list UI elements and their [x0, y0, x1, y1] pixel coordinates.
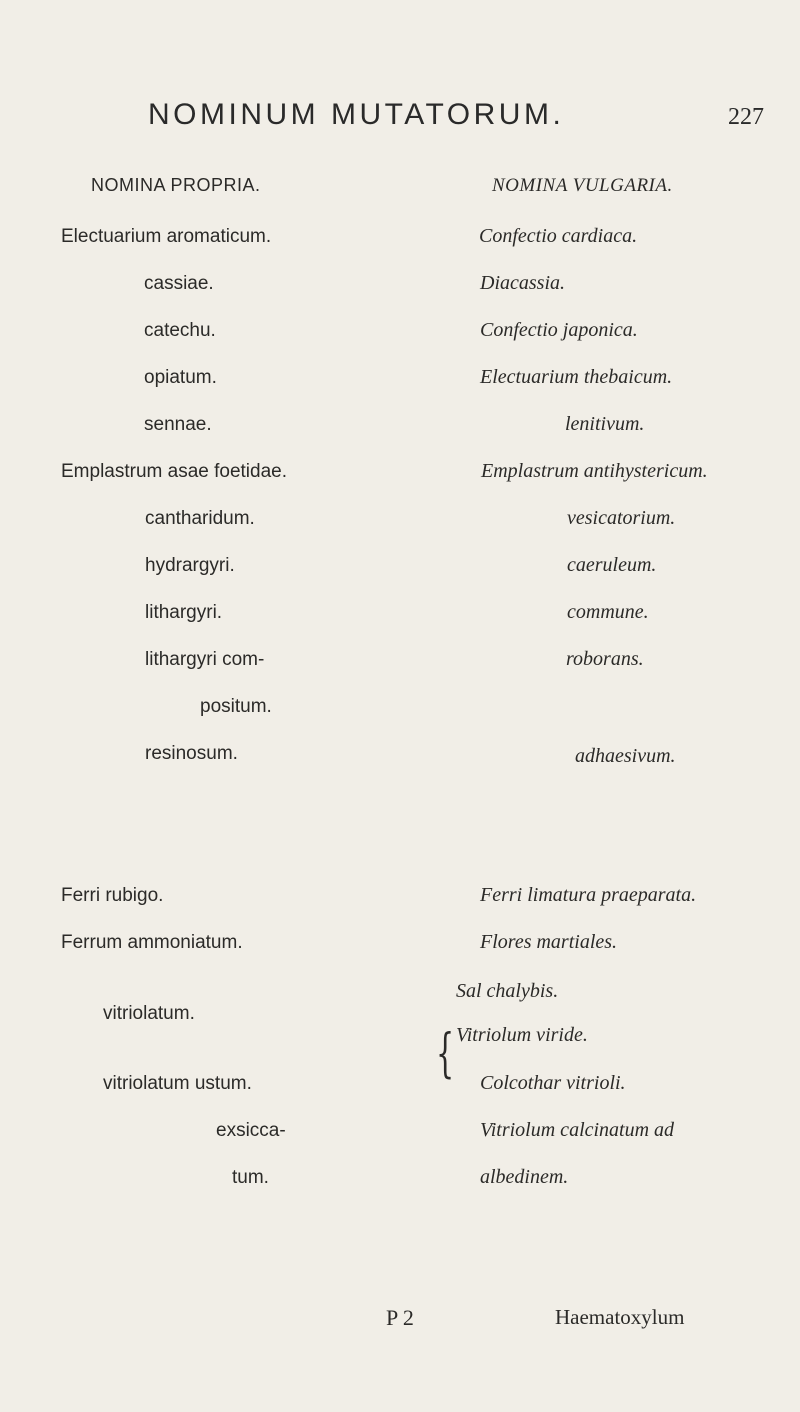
entry-left-10: positum.	[200, 696, 272, 717]
entry-left-2: catechu.	[144, 320, 216, 341]
entry-right-14: Sal chalybis.	[456, 980, 559, 1002]
column-header-right: NOMINA VULGARIA.	[492, 175, 673, 196]
entry-right-3: Electuarium thebaicum.	[480, 366, 673, 388]
entry-right-16: Colcothar vitrioli.	[480, 1072, 626, 1094]
entry-right-9: roborans.	[566, 648, 644, 670]
entry-right-4: lenitivum.	[565, 413, 645, 435]
running-title: NOMINUM MUTATORUM.	[148, 98, 565, 131]
entry-left-0: Electuarium aromaticum.	[61, 226, 272, 247]
entry-left-3: opiatum.	[144, 367, 217, 388]
entry-right-1: Diacassia.	[480, 272, 565, 294]
entry-left-9: lithargyri com-	[145, 649, 265, 670]
entry-left-18: tum.	[232, 1167, 269, 1188]
brace-mark: {	[436, 1024, 455, 1084]
entry-left-5: Emplastrum asae foetidae.	[61, 461, 288, 482]
entry-right-7: caeruleum.	[567, 554, 657, 576]
entry-right-5: Emplastrum antihystericum.	[481, 460, 708, 482]
entry-right-0: Confectio cardiaca.	[479, 225, 638, 247]
entry-left-7: hydrargyri.	[145, 555, 235, 576]
entry-left-1: cassiae.	[144, 273, 214, 294]
entry-right-15: Vitriolum viride.	[456, 1024, 588, 1046]
catchword: Haematoxylum	[555, 1305, 685, 1329]
entry-left-16: vitriolatum ustum.	[103, 1073, 252, 1094]
entry-left-8: lithargyri.	[145, 602, 223, 623]
entry-left-11: resinosum.	[145, 743, 238, 764]
entry-right-12: Ferri limatura praeparata.	[480, 884, 697, 906]
entry-left-17: exsicca-	[216, 1120, 286, 1141]
entry-right-18: albedinem.	[480, 1166, 569, 1188]
entry-right-17: Vitriolum calcinatum ad	[480, 1119, 675, 1141]
column-header-left: NOMINA PROPRIA.	[91, 175, 261, 195]
entry-left-13: Ferrum ammoniatum.	[61, 932, 243, 953]
entry-left-12: Ferri rubigo.	[61, 885, 164, 906]
signature-mark: P 2	[386, 1305, 414, 1330]
entry-right-2: Confectio japonica.	[480, 319, 638, 341]
entry-right-11: adhaesivum.	[575, 745, 676, 767]
entry-left-6: cantharidum.	[145, 508, 255, 529]
entry-right-6: vesicatorium.	[567, 507, 676, 529]
entry-left-4: sennae.	[144, 414, 212, 435]
entry-right-13: Flores martiales.	[480, 931, 618, 953]
page-number: 227	[728, 104, 764, 130]
entry-left-14: vitriolatum.	[103, 1003, 195, 1024]
entry-right-8: commune.	[567, 601, 649, 623]
